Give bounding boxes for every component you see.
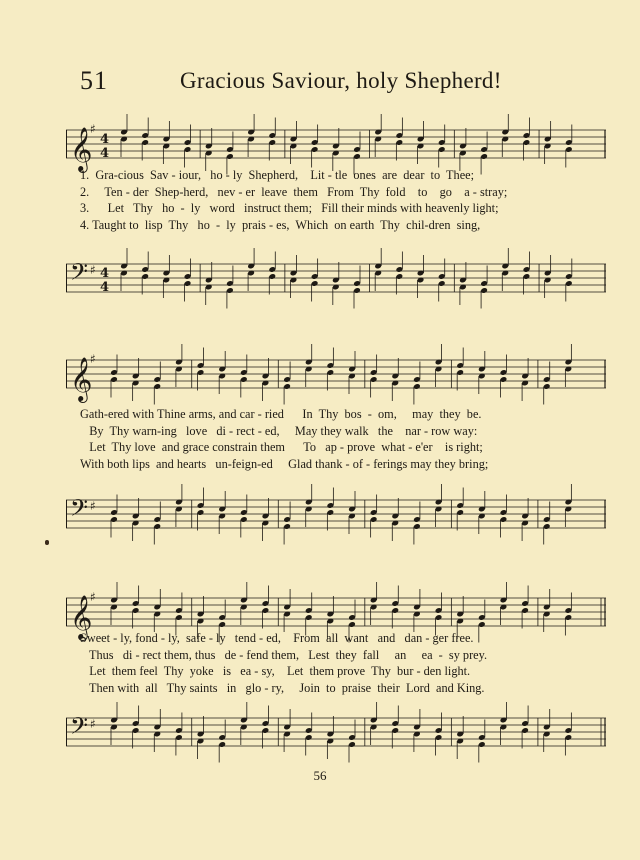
lyric-line-verse-3: Let them feel Thy yoke is ea - sy, Let them prove Thy bur - den light. [80,664,471,679]
bass-staff [66,706,606,766]
lyric-line-verse-2: By Thy warn-ing love di - rect - ed, May they walk the nar - row way: [80,423,478,438]
lyric-line-verse-3: 3. Let Thy ho - ly word instruct them; Fill their minds with heavenly light; [80,201,499,216]
time-signature-top: 4 [100,266,110,281]
treble-clef-icon: 𝄞 [70,357,93,401]
lyric-line-verse-4: 4. Taught to lisp Thy ho - ly prais - es, Which on earth Thy chil-dren sing, [80,217,481,232]
verse-lyrics [80,167,600,233]
lyric-line-verse-3: Let Thy love and grace constrain them To ap - prove what - e'er is right; [80,440,483,455]
lyric-line-verse-4: With both lips and hearts un-feign-ed Glad thank - of - ferings may they bring; [80,456,489,471]
lyric-line-verse-1: 1. Gra-cious Sav - iour, ho - ly Shepherd, Lit - tle ones are dear to Thee; [80,168,475,182]
lyric-line-verse-2: Thus di - rect them, thus de - fend them, Lest they fall an ea - sy prey. [80,647,488,662]
lyric-line-verse-1: Sweet - ly, fond - ly, safe - ly tend - ed, From all want and dan - ger free. [80,631,474,645]
hymn-number: 51 [80,66,108,95]
bass-staff [66,252,606,312]
music-system-2 [66,338,606,538]
music-system-3 [66,576,606,776]
bass-clef-icon: 𝄢 [70,494,89,527]
key-signature-sharp-icon: ♯ [90,499,96,513]
treble-staff [66,348,606,408]
key-signature-sharp-icon: ♯ [90,590,96,604]
ink-speck [45,540,49,545]
lyric-line-verse-4: Then with all Thy saints in glo - ry, Join to praise their Lord and King. [80,680,485,695]
verse-lyrics [80,630,600,696]
key-signature-sharp-icon: ♯ [90,352,96,366]
bass-clef-icon: 𝄢 [70,712,89,745]
time-signature-bottom: 4 [100,146,110,161]
treble-clef-icon: 𝄞 [70,127,93,171]
time-signature-top: 4 [100,132,110,147]
bass-clef-icon: 𝄢 [70,258,89,291]
page-number: 56 [313,768,327,783]
key-signature-sharp-icon: ♯ [90,717,96,731]
music-system-1 [66,108,606,308]
verse-lyrics [80,406,600,472]
hymn-title: Gracious Saviour, holy Shepherd! [180,68,502,93]
bass-staff [66,488,606,548]
time-signature-bottom: 4 [100,280,110,295]
key-signature-sharp-icon: ♯ [90,122,96,136]
treble-clef-icon: 𝄞 [70,595,93,639]
lyric-line-verse-1: Gath-ered with Thine arms, and car - ried In Thy bos - om, may they be. [80,407,482,421]
lyric-line-verse-2: 2. Ten - der Shep-herd, nev - er leave them From Thy fold to go a - stray; [80,184,508,199]
hymn-header [80,66,600,100]
key-signature-sharp-icon: ♯ [90,263,96,277]
